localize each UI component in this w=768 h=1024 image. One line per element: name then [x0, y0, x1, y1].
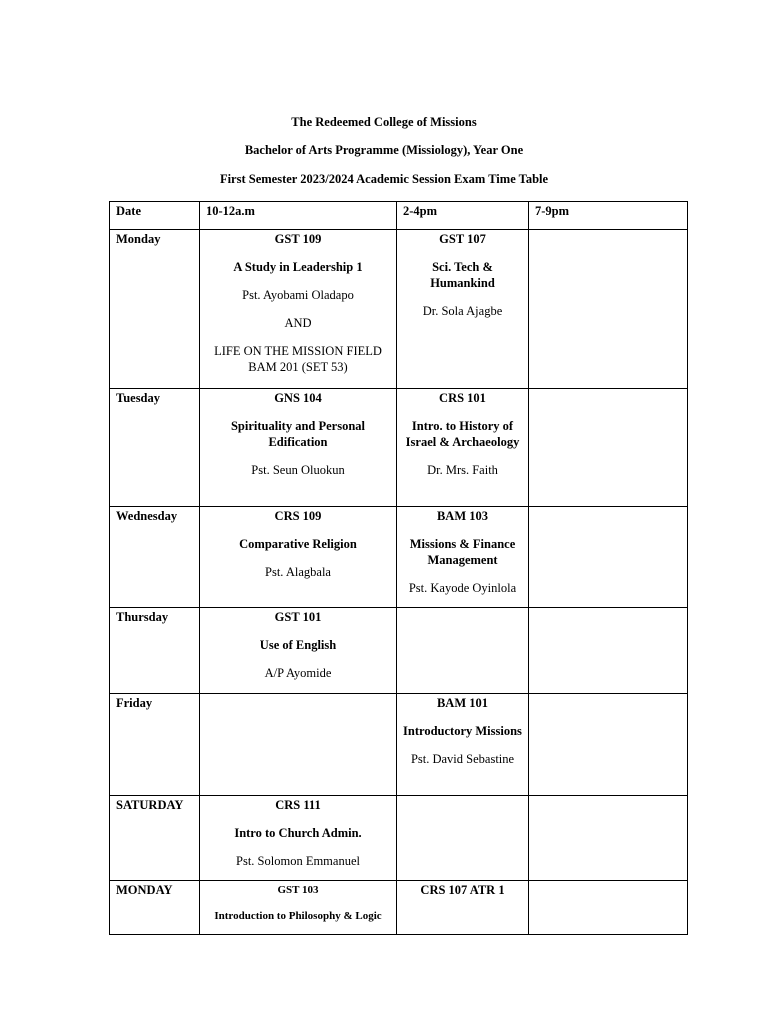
lecturer-name: Dr. Sola Ajagbe	[422, 304, 503, 318]
afternoon-cell	[397, 881, 529, 935]
course-code: CRS 111	[275, 798, 321, 812]
programme-title: Bachelor of Arts Programme (Missiology), Year One	[244, 143, 524, 157]
course-code: GST 103	[277, 884, 319, 896]
course-title: Intro. to History of Israel & Archaeology	[405, 419, 520, 449]
session-title: First Semester 2023/2024 Academic Session Exam Time Table	[219, 172, 549, 186]
table-row	[110, 694, 688, 796]
course-code: BAM 103	[436, 509, 489, 523]
morning-cell	[200, 230, 397, 389]
table-row	[110, 230, 688, 389]
lecturer-name: Pst. David Sebastine	[410, 752, 515, 766]
day-cell: Monday	[110, 230, 200, 389]
course-title: Use of English	[259, 638, 337, 652]
column-header-evening: 7-9pm	[529, 202, 688, 230]
course-code: CRS 107 ATR 1	[420, 883, 505, 897]
morning-cell	[200, 389, 397, 507]
day-cell: SATURDAY	[110, 796, 200, 881]
course-title: Introduction to Philosophy & Logic	[214, 910, 382, 922]
lecturer-name: Pst. Seun Oluokun	[251, 463, 345, 477]
lecturer-name: A/P Ayomide	[264, 666, 332, 680]
course-title: A Study in Leadership 1	[233, 260, 363, 274]
table-row	[110, 796, 688, 881]
course-code: BAM 101	[436, 696, 489, 710]
course-title: Introductory Missions	[403, 724, 522, 738]
course-title: Spirituality and Personal Edification	[230, 419, 366, 449]
table-row	[110, 881, 688, 935]
evening-cell	[529, 796, 688, 881]
course-title: Missions & Finance Management	[409, 537, 516, 567]
day-cell: Friday	[110, 694, 200, 796]
joiner-text: AND	[284, 316, 312, 330]
course-code: GST 107	[439, 232, 486, 246]
course-code: GST 101	[274, 610, 322, 624]
college-title: The Redeemed College of Missions	[291, 115, 477, 129]
day-cell: MONDAY	[110, 881, 200, 935]
morning-cell	[200, 608, 397, 694]
course-code: GNS 104	[274, 391, 322, 405]
evening-cell	[529, 389, 688, 507]
morning-cell	[200, 507, 397, 608]
day-cell: Tuesday	[110, 389, 200, 507]
course-code: CRS 109	[274, 509, 322, 523]
day-cell: Thursday	[110, 608, 200, 694]
course-title: Comparative Religion	[239, 537, 357, 551]
extra-course: LIFE ON THE MISSION FIELD BAM 201 (SET 53)	[214, 344, 382, 374]
course-code: CRS 101	[439, 391, 486, 405]
afternoon-cell	[397, 230, 529, 389]
course-code: GST 109	[274, 232, 322, 246]
evening-cell	[529, 608, 688, 694]
morning-cell	[200, 694, 397, 796]
morning-cell	[200, 796, 397, 881]
lecturer-name: Pst. Ayobami Oladapo	[242, 288, 354, 302]
afternoon-cell	[397, 507, 529, 608]
afternoon-cell	[397, 608, 529, 694]
exam-timetable	[109, 201, 688, 935]
evening-cell	[529, 694, 688, 796]
afternoon-cell	[397, 389, 529, 507]
lecturer-name: Pst. Solomon Emmanuel	[236, 854, 360, 868]
afternoon-cell	[397, 796, 529, 881]
course-title: Intro to Church Admin.	[234, 826, 362, 840]
table-row	[110, 608, 688, 694]
afternoon-cell	[397, 694, 529, 796]
column-header-morning: 10-12a.m	[200, 202, 397, 230]
evening-cell	[529, 881, 688, 935]
evening-cell	[529, 507, 688, 608]
column-header-afternoon: 2-4pm	[397, 202, 529, 230]
table-row	[110, 507, 688, 608]
table-header-row	[110, 202, 688, 230]
column-header-date: Date	[110, 202, 200, 230]
day-cell: Wednesday	[110, 507, 200, 608]
morning-cell	[200, 881, 397, 935]
lecturer-name: Pst. Kayode Oyinlola	[408, 581, 517, 595]
table-row	[110, 389, 688, 507]
lecturer-name: Dr. Mrs. Faith	[427, 463, 498, 477]
evening-cell	[529, 230, 688, 389]
course-title: Sci. Tech & Humankind	[430, 260, 495, 290]
lecturer-name: Pst. Alagbala	[265, 565, 331, 579]
